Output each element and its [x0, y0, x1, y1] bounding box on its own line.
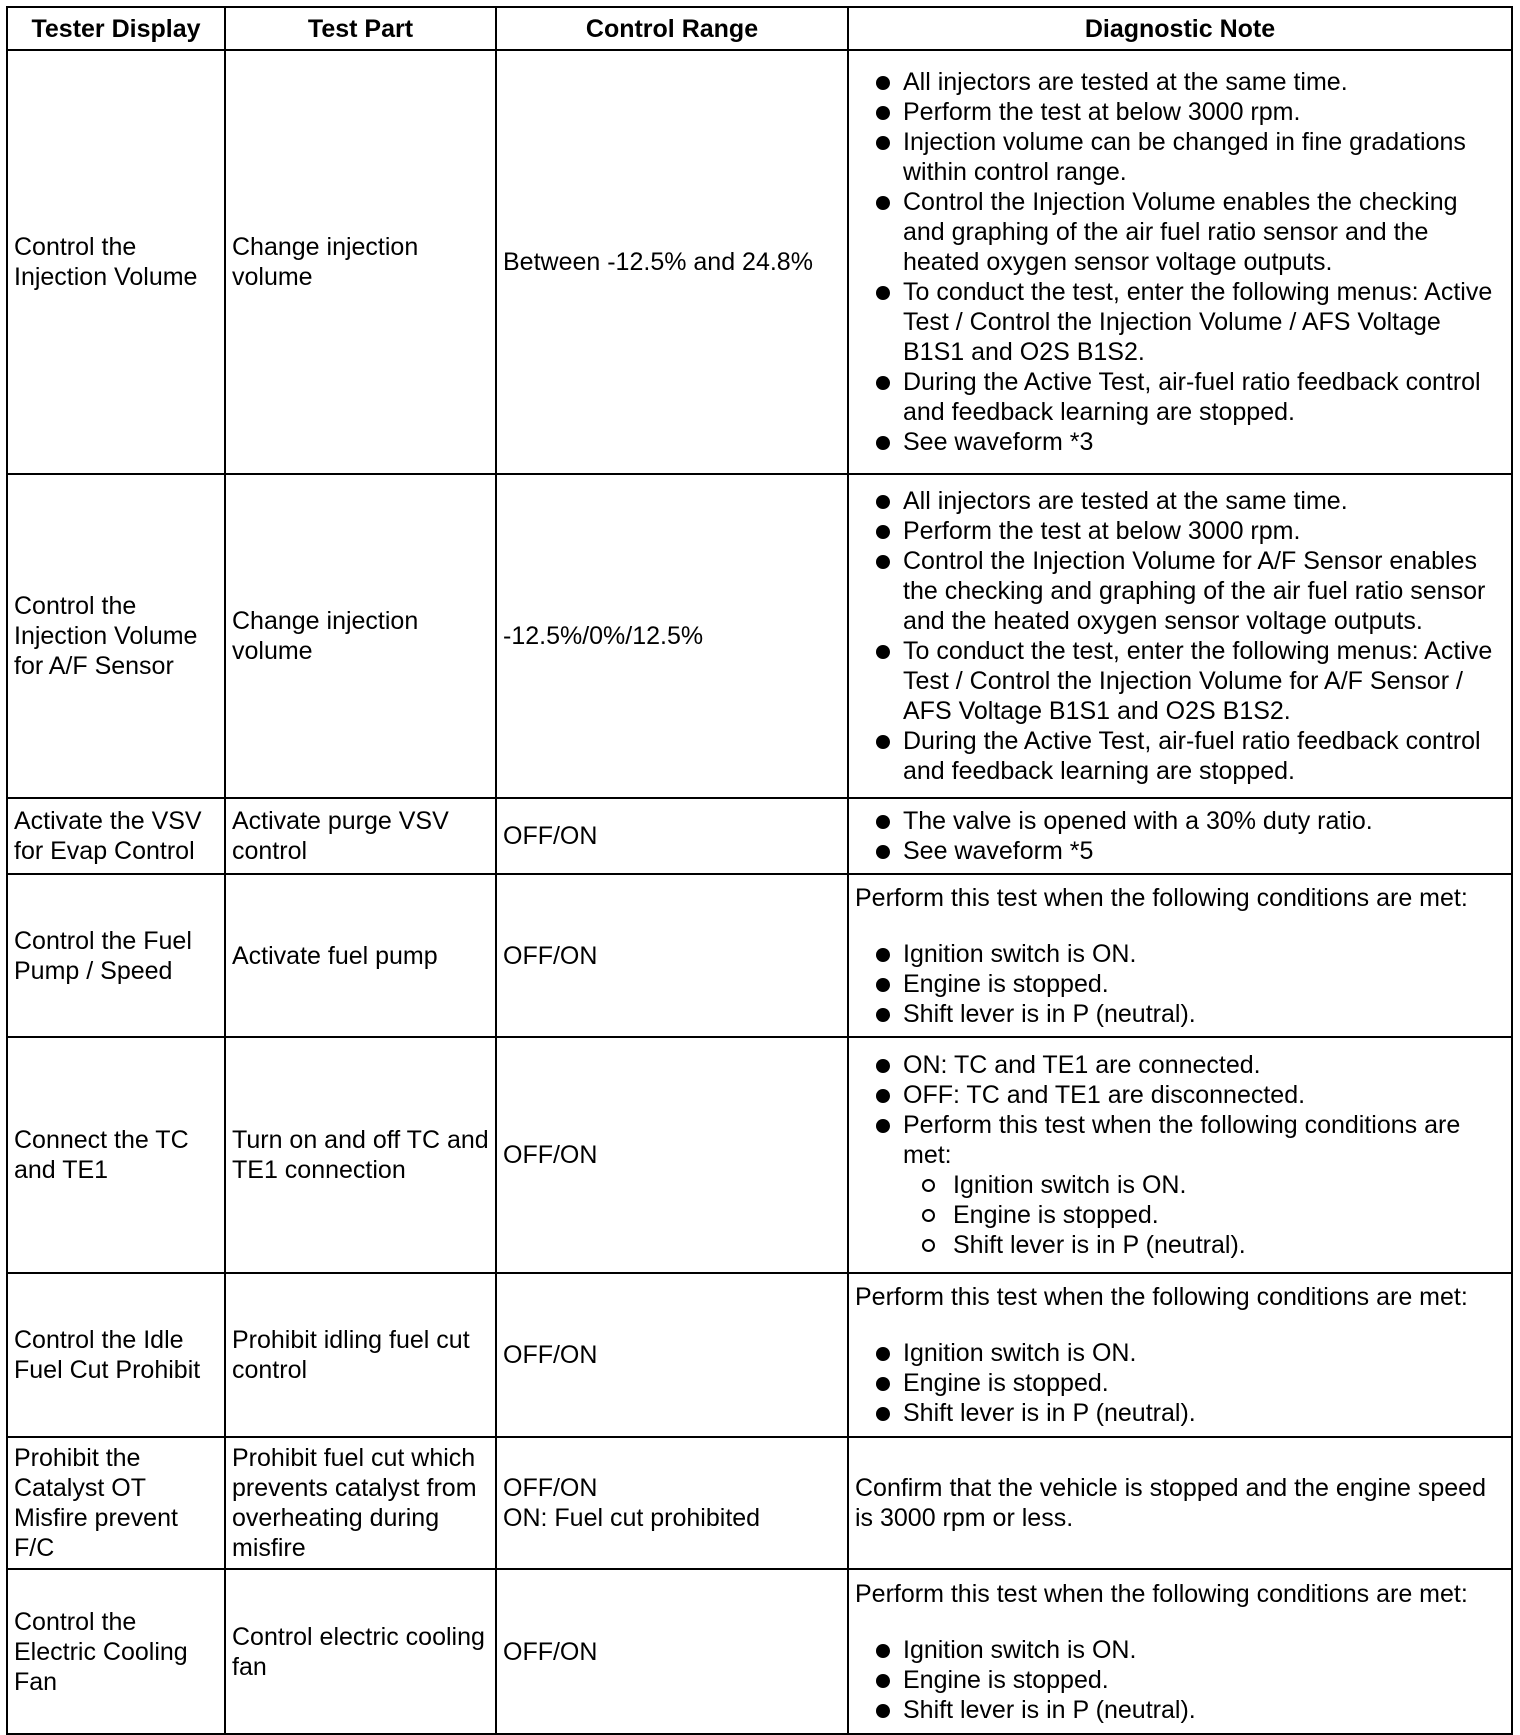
control-range-cell: -12.5%/0%/12.5%	[496, 474, 848, 798]
header-tester-display: Tester Display	[7, 7, 225, 50]
test-part-cell: Prohibit fuel cut which prevents catalyst from overheating during misfire	[225, 1437, 496, 1569]
control-range-cell: OFF/ON ON: Fuel cut prohibited	[496, 1437, 848, 1569]
note-item	[855, 1080, 1505, 1110]
control-range-cell: OFF/ON	[496, 874, 848, 1037]
note-text: To conduct the test, enter the following menus: Active Test / Control the Injection Volume for A/F Sensor / AFS Voltage B1S1 and O2S B1S2.	[903, 637, 1493, 725]
note-item	[855, 1695, 1505, 1725]
tester-display-cell: Control the Fuel Pump / Speed	[7, 874, 225, 1037]
test-part-cell: Turn on and off TC and TE1 connection	[225, 1037, 496, 1273]
tester-display-cell: Control the Injection Volume	[7, 50, 225, 474]
note-item	[855, 427, 1505, 457]
note-text: Engine is stopped.	[903, 1369, 1109, 1397]
table-row	[7, 1437, 1512, 1569]
note-text: The valve is opened with a 30% duty ratio.	[903, 807, 1373, 835]
note-list	[855, 939, 1505, 1029]
note-text: All injectors are tested at the same time.	[903, 68, 1348, 96]
control-range-cell: OFF/ON	[496, 1037, 848, 1273]
note-list	[855, 1635, 1505, 1725]
note-text: ON: TC and TE1 are connected.	[903, 1051, 1261, 1079]
note-intro: Confirm that the vehicle is stopped and the engine speed is 3000 rpm or less.	[855, 1474, 1486, 1532]
note-item	[855, 1635, 1505, 1665]
note-intro: Perform this test when the following conditions are met:	[855, 883, 1468, 912]
note-list	[855, 486, 1505, 786]
note-item	[855, 1050, 1505, 1080]
note-text: During the Active Test, air-fuel ratio feedback control and feedback learning are stopped.	[903, 368, 1481, 426]
sub-note-item: Shift lever is in P (neutral).	[903, 1230, 1505, 1260]
note-text: Ignition switch is ON.	[903, 1635, 1137, 1664]
note-item	[855, 726, 1505, 786]
note-item	[855, 546, 1505, 636]
control-range-cell: OFF/ON	[496, 1569, 848, 1734]
tester-display-cell: Control the Injection Volume for A/F Sensor	[7, 474, 225, 798]
note-item	[855, 486, 1505, 516]
sub-note-item: Engine is stopped.	[903, 1200, 1505, 1230]
note-text: Shift lever is in P (neutral).	[903, 1695, 1196, 1724]
header-control-range: Control Range	[496, 7, 848, 50]
note-item	[855, 1110, 1505, 1260]
note-text: Control the Injection Volume for A/F Sensor enables the checking and graphing of the air fuel ratio sensor and the heated oxygen sensor voltage outputs.	[903, 547, 1486, 635]
note-text: Ignition switch is ON.	[903, 939, 1137, 968]
note-intro: Perform this test when the following conditions are met:	[855, 1283, 1468, 1311]
header-diagnostic-note: Diagnostic Note	[848, 7, 1512, 50]
note-text: Engine is stopped.	[903, 1665, 1109, 1694]
note-text: Ignition switch is ON.	[903, 1339, 1137, 1367]
diagnostic-note-cell	[848, 1273, 1512, 1437]
note-item	[855, 836, 1505, 866]
note-list	[855, 806, 1505, 866]
active-test-table	[6, 6, 1513, 1735]
note-item	[855, 1338, 1505, 1368]
diagnostic-note-cell	[848, 1437, 1512, 1569]
note-item	[855, 367, 1505, 427]
test-part-cell: Control electric cooling fan	[225, 1569, 496, 1734]
sub-note-list	[903, 1170, 1505, 1260]
note-text: Injection volume can be changed in fine gradations within control range.	[903, 128, 1466, 186]
test-part-cell: Prohibit idling fuel cut control	[225, 1273, 496, 1437]
note-list	[855, 67, 1505, 457]
note-text: Engine is stopped.	[903, 969, 1109, 998]
tester-display-cell: Activate the VSV for Evap Control	[7, 798, 225, 874]
note-text: To conduct the test, enter the following menus: Active Test / Control the Injection Volume / AFS Voltage B1S1 and O2S B1S2.	[903, 278, 1493, 366]
diagnostic-note-cell	[848, 474, 1512, 798]
note-item	[855, 999, 1505, 1029]
table-row	[7, 474, 1512, 798]
note-text: All injectors are tested at the same time.	[903, 487, 1348, 515]
note-text: See waveform *5	[903, 837, 1094, 865]
note-item	[855, 1368, 1505, 1398]
note-intro: Perform this test when the following conditions are met:	[855, 1579, 1468, 1608]
table-row	[7, 874, 1512, 1037]
note-text: Shift lever is in P (neutral).	[903, 999, 1196, 1028]
note-text: OFF: TC and TE1 are disconnected.	[903, 1081, 1306, 1109]
note-list	[855, 1338, 1505, 1428]
note-item	[855, 636, 1505, 726]
note-item	[855, 97, 1505, 127]
diagnostic-note-cell	[848, 50, 1512, 474]
note-text: Perform the test at below 3000 rpm.	[903, 517, 1301, 545]
note-item	[855, 1665, 1505, 1695]
test-part-cell: Activate fuel pump	[225, 874, 496, 1037]
note-text: During the Active Test, air-fuel ratio feedback control and feedback learning are stopped.	[903, 727, 1481, 785]
diagnostic-note-cell	[848, 798, 1512, 874]
header-row	[7, 7, 1512, 50]
note-list	[855, 1050, 1505, 1260]
note-text: Perform the test at below 3000 rpm.	[903, 98, 1301, 126]
diagnostic-note-cell	[848, 1569, 1512, 1734]
table-row	[7, 1569, 1512, 1734]
table-row	[7, 50, 1512, 474]
tester-display-cell: Connect the TC and TE1	[7, 1037, 225, 1273]
table-row	[7, 1273, 1512, 1437]
note-item	[855, 939, 1505, 969]
note-text: See waveform *3	[903, 428, 1094, 456]
note-item	[855, 969, 1505, 999]
test-part-cell: Activate purge VSV control	[225, 798, 496, 874]
note-text: Shift lever is in P (neutral).	[903, 1399, 1196, 1427]
note-item	[855, 127, 1505, 187]
diagnostic-note-cell	[848, 1037, 1512, 1273]
note-item	[855, 67, 1505, 97]
sub-note-item: Ignition switch is ON.	[903, 1170, 1505, 1200]
note-text: Control the Injection Volume enables the checking and graphing of the air fuel ratio sensor and the heated oxygen sensor voltage outputs.	[903, 188, 1458, 276]
note-text: Perform this test when the following conditions are met:	[903, 1111, 1461, 1169]
diagnostic-note-cell	[848, 874, 1512, 1037]
test-part-cell: Change injection volume	[225, 50, 496, 474]
control-range-cell: OFF/ON	[496, 1273, 848, 1437]
table-row	[7, 798, 1512, 874]
control-range-cell: OFF/ON	[496, 798, 848, 874]
table-row	[7, 1037, 1512, 1273]
tester-display-cell: Control the Idle Fuel Cut Prohibit	[7, 1273, 225, 1437]
note-item	[855, 516, 1505, 546]
note-item	[855, 806, 1505, 836]
test-part-cell: Change injection volume	[225, 474, 496, 798]
header-test-part: Test Part	[225, 7, 496, 50]
tester-display-cell: Control the Electric Cooling Fan	[7, 1569, 225, 1734]
note-item	[855, 187, 1505, 277]
note-item	[855, 277, 1505, 367]
table-body	[7, 50, 1512, 1734]
note-item	[855, 1398, 1505, 1428]
tester-display-cell: Prohibit the Catalyst OT Misfire prevent F/C	[7, 1437, 225, 1569]
control-range-cell: Between -12.5% and 24.8%	[496, 50, 848, 474]
